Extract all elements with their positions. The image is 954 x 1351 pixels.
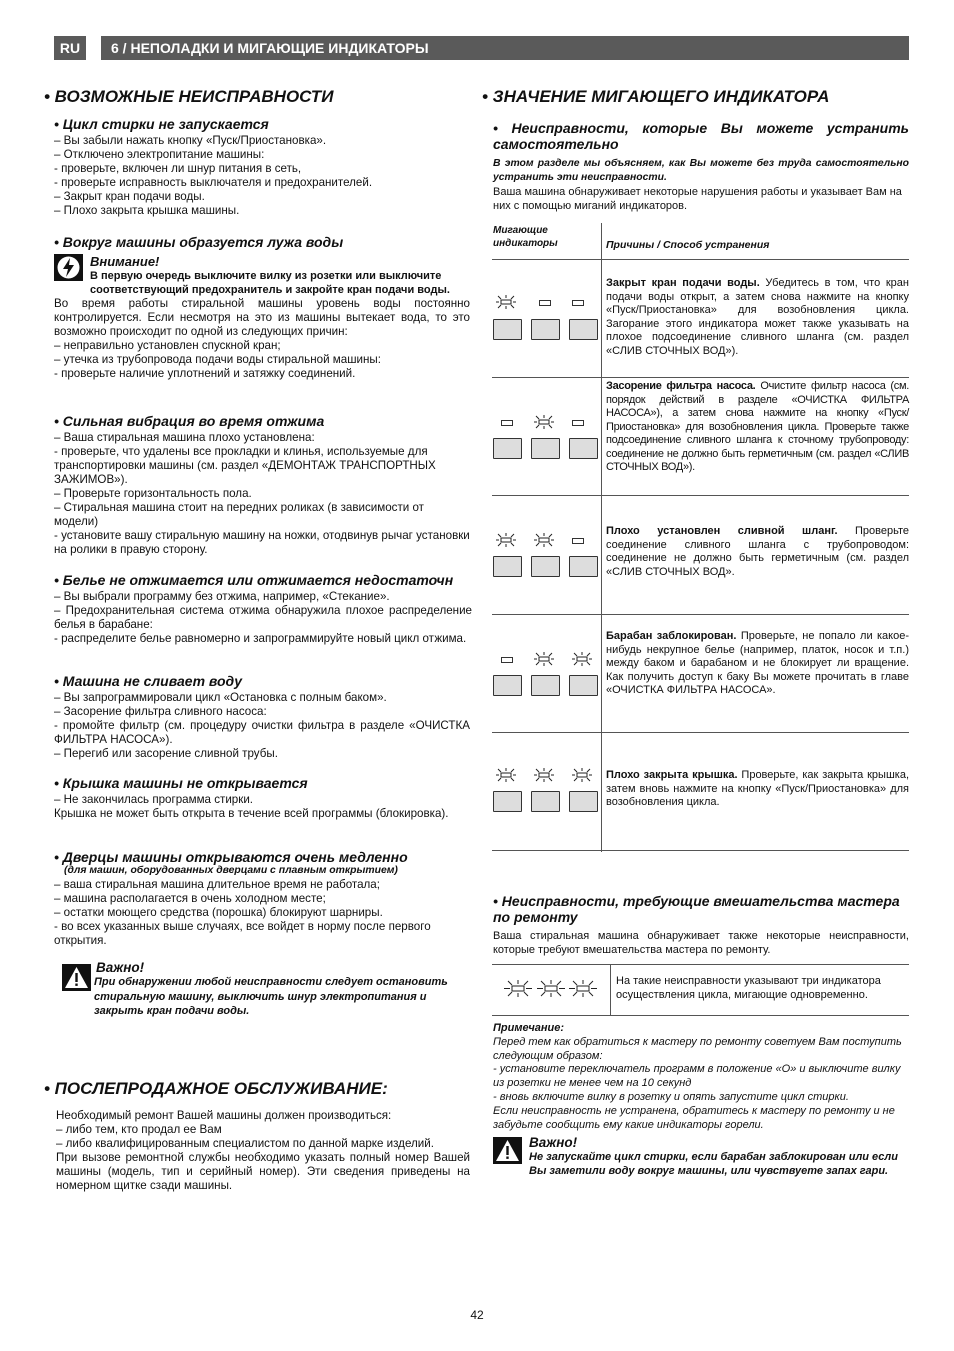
puddle-warning-title: Внимание! [90, 254, 160, 269]
service-text [56, 1109, 470, 1193]
page-number: 42 [470, 1308, 484, 1322]
table-rule [492, 495, 909, 496]
indicator-button [569, 675, 598, 696]
table-rule [492, 259, 909, 260]
blinking-indicator-icon [534, 415, 554, 429]
blinking-indicator-icon [534, 768, 554, 782]
puddle-warning-text: В первую очередь выключите вилку из розетки или выключите соответствующий предохранитель и закройте кран подачи воды. [90, 270, 450, 296]
steady-indicator-icon [501, 657, 513, 663]
cause-title: Плохо закрыта крышка. [606, 769, 738, 781]
doors-line: – остатки моющего средства (порошка) блокируют шарниры. [54, 906, 383, 919]
indicator-button [493, 675, 522, 696]
no-drain-line: - промойте фильтр (см. процедуру очистки фильтра в разделе «ОЧИСТКА ФИЛЬТРА НАСОСА»). [54, 719, 470, 746]
section-lid [54, 775, 470, 821]
service-required-text: Ваша стиральная машина обнаруживает также некоторые неисправности, которые требуют вмешательства мастера по ремонту. [493, 930, 909, 956]
no-drain-line: – Засорение фильтра сливного насоса: [54, 705, 267, 718]
note-line: - вновь включите вилку в розетку и опять запустите цикл стирки. [493, 1090, 849, 1103]
cause-text [606, 277, 909, 358]
indicator-table [492, 223, 909, 852]
language-badge: RU [54, 36, 86, 60]
box-rule [492, 964, 909, 965]
no-start-line: - проверьте исправность выключателя и предохранителей. [54, 176, 373, 189]
service-required-subtitle: • Неисправности, требующие вмешательства мастера по ремонту [493, 893, 900, 925]
cause-body: Проверьте, не попало ли какое-нибудь некрупное белье (например, платок, носок и т.п.) между баком и барабаном и не блокирует ли вращение. Как получить доступ к баку Вы можете прочитать в главе «ОЧИСТКА ФИЛЬТРА НАСОСА». [606, 630, 909, 696]
service-line: Необходимый ремонт Вашей машины должен производиться: [56, 1109, 392, 1122]
indicator-button [569, 791, 598, 812]
note-title: Примечание: [493, 1022, 565, 1034]
faults-title: • ВОЗМОЖНЫЕ НЕИСПРАВНОСТИ [44, 87, 334, 106]
section-header: 6 / НЕПОЛАДКИ И МИГАЮЩИЕ ИНДИКАТОРЫ [101, 36, 909, 60]
indicator-button [493, 791, 522, 812]
doors-title: • Дверцы машины открываются очень медленно [54, 849, 408, 865]
steady-indicator-icon [501, 420, 513, 426]
steady-indicator-icon [572, 420, 584, 426]
blinking-indicator-icon [572, 652, 592, 666]
steady-indicator-icon [539, 300, 551, 306]
self-fix-intro-bold: В этом разделе мы объясняем, как Вы можете без труда самостоятельно устранить эти неисправности. [493, 158, 909, 183]
cause-title: Засорение фильтра насоса. [606, 380, 756, 392]
important-text: При обнаружении любой неисправности следует остановить стиральную машину, выключить шнур электропитания и закрыть кран подачи воды. [94, 976, 448, 1017]
indicator-button [531, 556, 560, 577]
table-rule [492, 732, 909, 733]
important-title: Важно! [529, 1135, 578, 1150]
blinking-indicator-icon [504, 980, 532, 998]
note-block [493, 1022, 911, 1132]
indicator-button [531, 791, 560, 812]
section-doors [54, 849, 470, 948]
blinking-indicator-icon [496, 295, 516, 309]
service-line: – либо тем, кто продал ее Вам [56, 1123, 222, 1136]
puddle-line: – неправильно установлен спускной кран; [54, 339, 281, 352]
important-text: Не запускайте цикл стирки, если барабан заблокирован или если Вы заметили воду вокруг машины, или чувствуете запах гари. [529, 1151, 898, 1177]
warning-icon [62, 964, 91, 991]
blinking-indicator-icon [569, 980, 597, 998]
blinking-indicator-icon [534, 533, 554, 547]
table-rule [492, 850, 909, 851]
blinking-indicator-icon [537, 980, 565, 998]
no-start-line: – Отключено электропитание машины: [54, 148, 265, 161]
col-causes-header: Причины / Способ устранения [606, 239, 770, 251]
no-start-line: - проверьте, включен ли шнур питания в сеть, [54, 162, 302, 175]
note-line: - установите переключатель программ в положение «О» и выключите вилку из розетки не менее чем на 10 секунд [493, 1063, 901, 1090]
three-indicators-text: На такие неисправности указывают три индикатора осуществления цикла, мигающие одновременно. [616, 975, 881, 1001]
section-no-start [54, 116, 470, 218]
note-line: Если неисправность не устранена, обратитесь к мастеру по ремонту и не забудьте сообщить ему какие индикаторы горели. [493, 1104, 895, 1131]
indicator-button [569, 556, 598, 577]
no-drain-line: – Перегиб или засорение сливной трубы. [54, 747, 278, 760]
lid-line: – Не закончилась программа стирки. [54, 793, 254, 806]
important-left [62, 960, 472, 1019]
doors-subtitle: (для машин, оборудованных дверцами с плавным открытием) [64, 865, 398, 876]
section-spin [54, 572, 472, 646]
spin-line: – Предохранительная система отжима обнаружила плохое распределение белья в барабане: [54, 604, 472, 631]
indicator-button [493, 438, 522, 459]
section-vibration [54, 413, 470, 557]
blinking-indicator-icon [496, 533, 516, 547]
steady-indicator-icon [572, 300, 584, 306]
cause-text [606, 380, 909, 475]
three-indicators-box [492, 964, 909, 1016]
cause-body: Проверьте соединение сливного шланга с трубопроводом: соединение не должно быть герметичным (см. раздел «СЛИВ СТОЧНЫХ ВОД». [606, 525, 909, 578]
indicator-button [569, 438, 598, 459]
self-fix-intro: Ваша машина обнаруживает некоторые нарушения работы и указывает Вам на них с помощью миганий индикаторов. [493, 186, 902, 212]
blinking-indicator-icon [534, 652, 554, 666]
vibration-line: – Ваша стиральная машина плохо установлена: [54, 431, 315, 444]
note-line: Перед тем как обратиться к мастеру по ремонту советуем Вам поступить следующим образом: [493, 1035, 902, 1062]
cause-body: Проверьте, как закрыта крышка, затем вновь нажмите на кнопку «Пуск/Приостановка» для возобновления цикла. [606, 769, 910, 808]
puddle-line: - проверьте наличие уплотнений и затяжку соединений. [54, 367, 356, 380]
no-drain-line: – Вы запрограммировали цикл «Остановка с полным баком». [54, 691, 387, 704]
box-divider [610, 964, 611, 1016]
indicator-button [493, 319, 522, 340]
warning-icon [493, 1137, 522, 1164]
puddle-body: Во время работы стиральной машины уровень воды постоянно контролируется. Если несмотря на это из машины вытекает вода, то это возможно происходит по одной из следующих причин: [54, 297, 470, 338]
cause-text [606, 769, 909, 810]
col-indicators-header: Мигающие индикаторы [493, 225, 558, 249]
spin-line: – Вы выбрали программу без отжима, например, «Стекание». [54, 590, 390, 603]
no-start-line: – Закрыт кран подачи воды. [54, 190, 205, 203]
cause-title: Закрыт кран подачи воды. [606, 277, 760, 289]
lid-title: • Крышка машины не открывается [54, 775, 308, 791]
indicator-title: • ЗНАЧЕНИЕ МИГАЮЩЕГО ИНДИКАТОРА [482, 87, 830, 106]
puddle-title: • Вокруг машины образуется лужа воды [54, 234, 344, 250]
self-fix-subtitle: • Неисправности, которые Вы можете устранить самостоятельно [493, 120, 909, 152]
vibration-line: – Стиральная машина стоит на передних роликах (в зависимости от модели) [54, 501, 424, 528]
table-rule [492, 377, 909, 378]
table-divider [601, 223, 602, 852]
lid-line: Крышка не может быть открыта в течение всей программы (блокировка). [54, 807, 449, 820]
cause-title: Барабан заблокирован. [606, 630, 737, 642]
no-start-title: • Цикл стирки не запускается [54, 116, 269, 132]
section-no-drain [54, 673, 470, 761]
no-start-line: – Вы забыли нажать кнопку «Пуск/Приостановка». [54, 134, 327, 147]
important-title: Важно! [96, 960, 145, 975]
spin-line: - распределите белье равномерно и запрограммируйте новый цикл отжима. [54, 632, 467, 645]
box-rule [492, 1015, 909, 1016]
spin-title: • Белье не отжимается или отжимается недостаточн [54, 572, 454, 588]
cause-text [606, 525, 909, 579]
blinking-indicator-icon [572, 768, 592, 782]
service-line: При вызове ремонтной службы необходимо указать полный номер Вашей машины (модель, тип и серийный номер). Эти сведения приведены на номерном щитке сзади машины. [56, 1151, 470, 1192]
cause-body: Очистите фильтр насоса (см. порядок действий в разделе «ОЧИСТКА ФИЛЬТРА НАСОСА»), а затем снова нажмите на кнопку «Пуск/Приостановка» для возобновления цикла. Проверьте также подсоединение сливного шланга к сточному трубопроводу: соединение не должно быть герметичным (см. раздел «СЛИВ СТОЧНЫХ ВОД»). [606, 380, 910, 473]
vibration-title: • Сильная вибрация во время отжима [54, 413, 325, 429]
vibration-line: – Проверьте горизонтальность пола. [54, 487, 252, 500]
vibration-line: - проверьте, что удалены все прокладки и клинья, используемые для транспортировки машины (см. раздел «ДЕМОНТАЖ ТРАНСПОРТНЫХ ЗАЖИМОВ»). [54, 445, 436, 486]
doors-line: – машина располагается в очень холодном месте; [54, 892, 326, 905]
important-right [493, 1135, 911, 1178]
indicator-button [531, 319, 560, 340]
cause-text [606, 630, 909, 698]
electric-hazard-icon [54, 254, 83, 281]
service-title: • ПОСЛЕПРОДАЖНОЕ ОБСЛУЖИВАНИЕ: [44, 1079, 388, 1098]
indicator-button [531, 438, 560, 459]
indicator-button [531, 675, 560, 696]
doors-line: – ваша стиральная машина длительное время не работала; [54, 878, 380, 891]
cause-body: Убедитесь в том, что кран подачи воды открыт, а затем снова нажмите на кнопку «Пуск/Приостановка» для возобновления цикла. Загорание этого индикатора может также указывать на плохое подсоединение сливного шланга (см. раздел «СЛИВ СТОЧНЫХ ВОД»). [606, 277, 909, 357]
steady-indicator-icon [572, 538, 584, 544]
indicator-button [569, 319, 598, 340]
puddle-line: – утечка из трубопровода подачи воды стиральной машины: [54, 353, 381, 366]
vibration-line: - установите вашу стиральную машину на ножки, отодвинув рычаг установки на ролики в правую сторону. [54, 529, 470, 556]
section-water-puddle [54, 234, 470, 381]
blinking-indicator-icon [496, 768, 516, 782]
indicator-button [493, 556, 522, 577]
no-drain-title: • Машина не сливает воду [54, 673, 243, 689]
table-rule [492, 614, 909, 615]
cause-title: Плохо установлен сливной шланг. [606, 525, 838, 537]
doors-line: - во всех указанных выше случаях, все войдет в норму после первого открытия. [54, 920, 431, 947]
no-start-line: – Плохо закрыта крышка машины. [54, 204, 240, 217]
service-line: – либо квалифицированным специалистом по данной марке изделий. [56, 1137, 434, 1150]
